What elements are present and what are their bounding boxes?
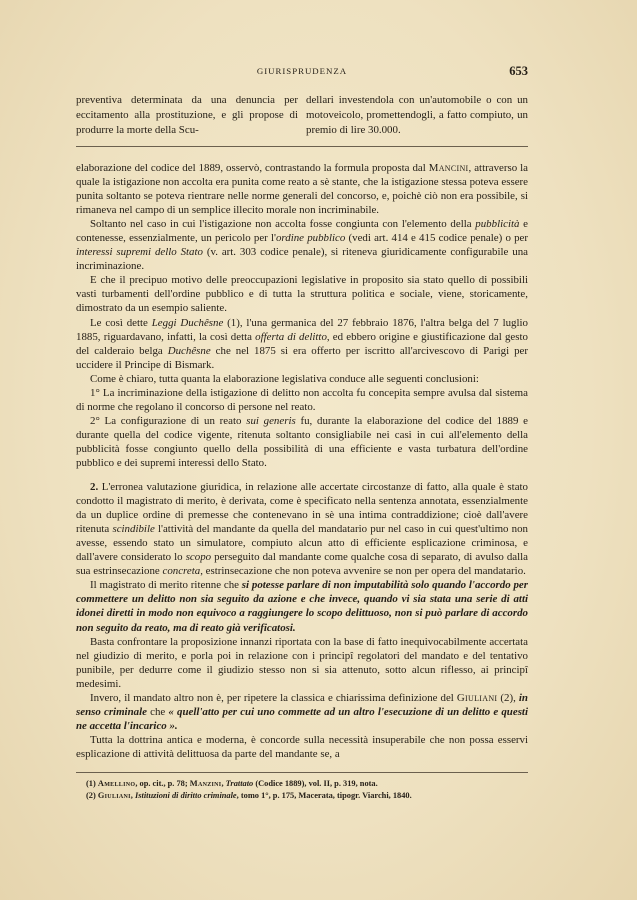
paragraph-1 — [76, 161, 528, 217]
footnote-rule — [76, 772, 528, 773]
author-name: Giuliani — [97, 790, 131, 800]
footnote-number: (1) — [86, 779, 96, 788]
text-run: , — [130, 790, 135, 800]
italic-term: sui generis — [246, 414, 296, 427]
text-run: (vedi art. 414 e 415 codice penale) o per — [345, 232, 528, 245]
text-run: (1), l'una germanica del 27 febbraio 1876, l'altra belga del 7 luglio 1885, riguardavano, infatti, la così detta — [76, 316, 528, 343]
text-run: Invero, il mandato altro non è, per ripetere la classica e chiarissima definizione del — [90, 691, 457, 704]
text-run: , — [221, 779, 226, 788]
paragraph-5: Come è chiaro, tutta quanta la elaborazione legislativa conduce alle seguenti conclusioni: — [90, 372, 479, 385]
author-name: Amellino — [97, 779, 136, 788]
author-name: Mancini — [428, 162, 469, 174]
main-text — [76, 161, 528, 761]
footnote-2 — [76, 790, 528, 802]
quoted-definition: « quell'atto per cui uno commette ad un altro l'esecuzione di un delitto e questi ne accetta l'incarico ». — [76, 705, 528, 732]
footnote-number: (2) — [86, 790, 96, 800]
right-column: dellari investendola con un'automobile o con un motoveicolo, promettendogli, a fatto compiuto, un premio di lire 30.000. — [306, 94, 528, 136]
author-name: Giuliani — [456, 691, 498, 704]
italic-term: concreta — [162, 565, 201, 578]
italic-term: scopo — [185, 551, 212, 564]
italic-term: offerta di delitto — [255, 330, 327, 343]
text-run: 2° La configurazione di un reato — [90, 414, 247, 427]
top-two-column-text — [76, 93, 528, 138]
italic-term: pubblicità — [475, 218, 520, 231]
text-run: che nel 1875 si era offerto per iscritto all'arcivescovo di Parigi per uccidere il Principe di Bismark. — [76, 344, 528, 371]
italic-term: Leggi Duchêsne — [151, 316, 224, 329]
text-run: , ed ebbero origine e giustificazione dal gesto del calderaio belga — [76, 330, 528, 357]
italic-term: ordine pubblico — [275, 232, 346, 245]
page-header — [76, 64, 528, 80]
text-run: Il magistrato di merito ritenne che — [90, 579, 242, 592]
separator-rule — [76, 146, 528, 147]
paragraph-2 — [76, 217, 528, 273]
page-number: 653 — [509, 64, 528, 78]
paragraph-6: 1° La incriminazione della istigazione di delitto non accolta fu concepita sempre avulsa dal sistema di norme che regolano il concorso di persone nel reato. — [76, 386, 528, 413]
text-run: e contenesse, essenzialmente, un pericolo per l' — [76, 218, 528, 245]
paragraph-12: Tutta la dottrina antica e moderna, è concorde sulla necessità insuperabile che non possa esservi esplicazione di attività delittuosa da parte del mandante se, a — [76, 733, 528, 760]
author-name: Manzini — [189, 779, 222, 788]
text-run: , attraverso la quale la istigazione non accolta era punita come reato a sè stante, che la istigazione stessa poteva essere punita soltanto se poteva rientrare nelle norme generali del concorso, e, poichè ciò non era possibile, si rimaneva nel campo di un semplice illecito morale non incriminabile. — [76, 162, 528, 217]
footnotes — [76, 778, 528, 801]
italic-term: scindibile — [112, 523, 155, 536]
left-column: preventiva determinata da una denuncia per eccitamento alla prostituzione, e gli propose di produrre la morte della Scu- — [76, 94, 298, 136]
paragraph-4 — [76, 316, 528, 372]
footnote-1 — [76, 778, 528, 790]
text-run: l'attività del mandante da quella del mandatario pur nel caso in cui quest'ultimo non avesse, essendo stato un simulatore, compiuto alcun atto di efficiente esplicazione criminosa, e dall'avere considerato lo — [76, 523, 528, 564]
text-run: (Codice 1889), vol. II, p. 319, nota. — [253, 779, 378, 788]
quoted-ruling: si potesse parlare di non imputabilità solo quando l'accordo per commettere un delitto non sia seguito da azione e che invece, quando vi sia stata una serie di atti idonei diretti in modo non equivoco a raggiungere lo scopo delittuoso, non si può parlare di accordo non seguito da reato, ma di reato già verificatosi. — [76, 579, 528, 634]
paragraph-8 — [76, 480, 528, 578]
italic-title: Istituzioni di diritto criminale — [134, 790, 237, 800]
text-run: , tomo 1°, p. 175, Macerata, tipogr. Viarchi, 1840. — [236, 790, 412, 800]
text-run: Le così dette — [90, 316, 152, 329]
paragraph-7 — [76, 414, 528, 470]
text-run: (2), — [497, 691, 519, 704]
text-run: perseguito dal mandante come qualche cosa di separato, di avulso dalla sua estrinsecazione — [76, 551, 528, 578]
text-run: (v. art. 303 codice penale), si riteneva giuridicamente configurabile una incriminazione. — [76, 246, 528, 273]
text-run: elaborazione del codice del 1889, osservò, contrastando la formula proposta dal — [76, 162, 429, 174]
paragraph-9 — [76, 578, 528, 634]
text-run: fu, durante la elaborazione del codice del 1889 e durante quella del codice vigente, ritenuta soltanto consigliabile nei casi in cui all'elemento della pubblicità fosse congiunto quello della possibilità di una efficiente e vasta turbatura dell'ordine pubblico e dei supremi interessi dello Stato. — [76, 414, 528, 469]
paragraph-3: E che il precipuo motivo delle preoccupazioni legislative in proposito sia stato quello di possibili vasti turbamenti dell'ordine pubblico e di tutta la struttura politica e sociale, viene, storicamente, dimostrato da un esempio saliente. — [76, 274, 528, 315]
italic-title: Trattato — [225, 779, 254, 788]
italic-term: interessi supremi dello Stato — [76, 246, 203, 259]
section-number: 2. — [90, 481, 99, 494]
text-run: , estrinsecazione che non poteva avvenire se non per opera del mandatario. — [200, 565, 526, 578]
text-run: che — [146, 705, 169, 718]
paragraph-10: Basta confrontare la proposizione innanzi riportata con la base di fatto inequivocabilmente accertata nel giudizio di merito, e porla poi in relazione con i principî regolatori del mandato e del tentativo punibile, per dedurre come il giudizio stesso non si sia attenuto, sotto alcun riflesso, ai principî medesimi. — [76, 635, 528, 690]
paragraph-11 — [76, 691, 528, 733]
text-run: Soltanto nel caso in cui l'istigazione non accolta fosse congiunta con l'elemento della — [90, 218, 476, 231]
text-run: L'erronea valutazione giuridica, in relazione alle accertate circostanze di fatto, alla quale è stato condotto il magistrato di merito, è derivata, come è specificato nella sentenza annotata, essenzialmente da un duplice ordine di premesse che contenevano in sè una intima contraddizione; cioè dall'avere ritenuta — [76, 481, 528, 536]
running-head: GIURISPRUDENZA — [256, 66, 348, 76]
italic-term: Duchêsne — [167, 344, 211, 357]
text-run: , op. cit., p. 78; — [135, 779, 190, 788]
italic-term: in senso criminale — [76, 691, 528, 718]
